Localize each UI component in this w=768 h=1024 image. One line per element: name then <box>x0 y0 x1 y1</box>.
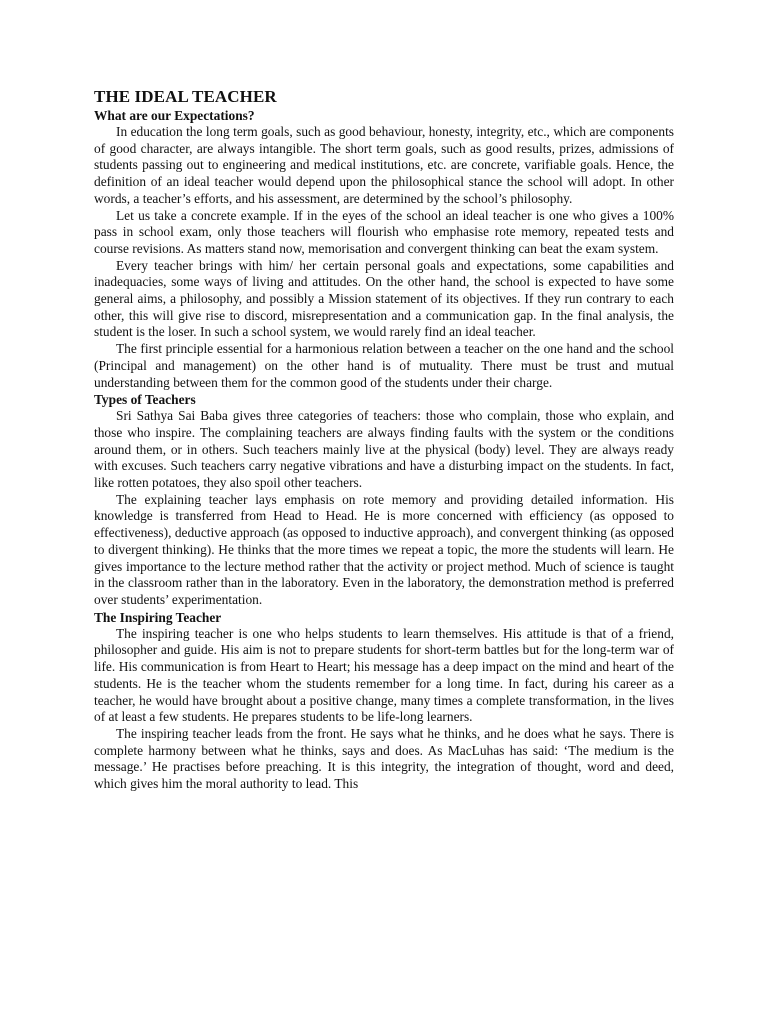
paragraph: Let us take a concrete example. If in the eyes of the school an ideal teacher is one who gives a 100% pass in school exam, only those teachers will flourish who emphasise rote memory, repeated tests and course revisions. As matters stand now, memorisation and convergent thinking can beat the exam system. <box>94 207 674 256</box>
paragraph: Every teacher brings with him/ her certain personal goals and expectations, some capabilities and inadequacies, some ways of living and attitudes. On the other hand, the school is expected to have some general aims, a philosophy, and possibly a Mission statement of its objectives. If they run contrary to each other, this will give rise to discord, misrepresentation and a communication gap. In the final analysis, the student is the loser. In such a school system, we would rarely find an ideal teacher. <box>94 257 674 340</box>
section-heading-expectations: What are our Expectations? <box>94 108 255 123</box>
paragraph: The explaining teacher lays emphasis on rote memory and providing detailed information. His knowledge is transferred from Head to Head. He is more concerned with efficiency (as opposed to effectiveness), deductive approach (as opposed to inductive approach), and convergent thinking (as opposed to divergent thinking). He thinks that the more times we repeat a topic, the more the students will learn. He gives importance to the lecture method rather that the activity or project method. Much of science is taught in the classroom rather than in the laboratory. Even in the laboratory, the demonstration method is preferred over students’ experimentation. <box>94 491 674 607</box>
section-heading-inspiring-teacher: The Inspiring Teacher <box>94 609 222 625</box>
section-heading-types-of-teachers: Types of Teachers <box>94 392 196 408</box>
paragraph: The inspiring teacher leads from the front. He says what he thinks, and he does what he says. There is complete harmony between what he thinks, says and does. As MacLuhas has said: ‘The medium is the message.’ He practises before preaching. It is this integrity, the integration of thought, word and deed, which gives him the moral authority to lead. This <box>94 725 674 792</box>
paragraph: Sri Sathya Sai Baba gives three categories of teachers: those who complain, those who explain, and those who inspire. The complaining teachers are always finding faults with the system or the conditions around them, or in others. Such teachers mainly live at the physical (body) level. They are always ready with excuses. Such teachers carry negative vibrations and have a disturbing impact on the students. In fact, like rotten potatoes, they also spoil other teachers. <box>94 408 674 491</box>
document-page <box>94 86 674 793</box>
paragraph: In education the long term goals, such as good behaviour, honesty, integrity, etc., which are components of good character, are always intangible. The short term goals, such as good results, prizes, admissions of students passing out to engineering and medical institutions, etc. are concrete, varifiable goals. Hence, the definition of an ideal teacher would depend upon the philosophical stance the school will adopt. In other words, a teacher’s efforts, and his assessment, are determined by the school’s philosophy. <box>94 124 674 206</box>
document-title: THE IDEAL TEACHER <box>94 87 277 106</box>
paragraph: The first principle essential for a harmonious relation between a teacher on the one hand and the school (Principal and management) on the other hand is of mutuality. There must be trust and mutual understanding between them for the common good of the students under their charge. <box>94 341 674 390</box>
paragraph: The inspiring teacher is one who helps students to learn themselves. His attitude is that of a friend, philosopher and guide. His aim is not to prepare students for short-term battles but for the long-term war of life. His communication is from Heart to Heart; his message has a deep impact on the mind and heart of the students. He is the teacher whom the students remember for a long time. In fact, during his career as a teacher, he would have brought about a positive change, many times a complete transformation, in the lives of at least a few students. He prepares students to be life-long learners. <box>94 625 674 725</box>
